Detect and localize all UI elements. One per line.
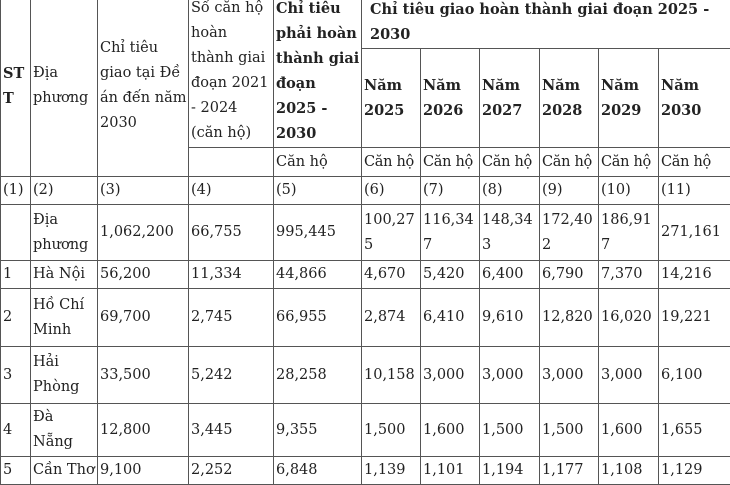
header-year-2025: Năm 2025 — [362, 49, 421, 148]
row-cell: 6,848 — [274, 457, 362, 485]
index-cell: (6) — [362, 177, 421, 205]
row-cell: 3,000 — [540, 347, 599, 404]
row-cell: 5,420 — [421, 261, 480, 289]
row-locality: Đà Nẵng — [31, 404, 98, 457]
index-row — [1, 177, 730, 205]
total-cell: 116,347 — [421, 205, 480, 261]
unit-2026: Căn hộ — [421, 148, 480, 177]
row-cell: 2,874 — [362, 289, 421, 347]
index-cell: (10) — [599, 177, 659, 205]
row-cell: 9,100 — [98, 457, 189, 485]
row-cell: 33,500 — [98, 347, 189, 404]
unit-col4 — [189, 148, 274, 177]
unit-2028: Căn hộ — [540, 148, 599, 177]
row-cell: 1,600 — [599, 404, 659, 457]
row-cell: 14,216 — [659, 261, 730, 289]
header-year-2026: Năm 2026 — [421, 49, 480, 148]
row-cell: 1,139 — [362, 457, 421, 485]
row-cell: 2 — [1, 289, 31, 347]
row-cell: 12,800 — [98, 404, 189, 457]
index-cell: (7) — [421, 177, 480, 205]
header-col5: Chỉ tiêu phải hoàn thành giai đoạn 2025 - 2030 — [274, 0, 362, 148]
unit-2030: Căn hộ — [659, 148, 730, 177]
unit-2029: Căn hộ — [599, 148, 659, 177]
row-cell: 2,252 — [189, 457, 274, 485]
header-year-2027: Năm 2027 — [480, 49, 540, 148]
row-locality: Hải Phòng — [31, 347, 98, 404]
row-cell: 1,500 — [362, 404, 421, 457]
row-cell: 3,000 — [421, 347, 480, 404]
total-cell: 66,755 — [189, 205, 274, 261]
row-cell: 4 — [1, 404, 31, 457]
row-cell: 1,101 — [421, 457, 480, 485]
row-cell: 1,600 — [421, 404, 480, 457]
table-row — [1, 404, 730, 457]
header-year-2030: Năm 2030 — [659, 49, 730, 148]
row-cell: 19,221 — [659, 289, 730, 347]
row-cell: 6,400 — [480, 261, 540, 289]
total-cell: 995,445 — [274, 205, 362, 261]
total-row — [1, 205, 730, 261]
row-cell: 1,194 — [480, 457, 540, 485]
row-cell: 69,700 — [98, 289, 189, 347]
header-year-2028: Năm 2028 — [540, 49, 599, 148]
index-cell: (4) — [189, 177, 274, 205]
header-year-2029: Năm 2029 — [599, 49, 659, 148]
row-cell: 2,745 — [189, 289, 274, 347]
index-cell: (9) — [540, 177, 599, 205]
row-cell: 56,200 — [98, 261, 189, 289]
row-cell: 4,670 — [362, 261, 421, 289]
header-group: Chỉ tiêu giao hoàn thành giai đoạn 2025 - 2030 — [362, 0, 730, 49]
row-cell: 3,000 — [480, 347, 540, 404]
index-cell: (1) — [1, 177, 31, 205]
header-locality: Địa phương — [31, 0, 98, 177]
table-row — [1, 457, 730, 485]
row-locality: Hà Nội — [31, 261, 98, 289]
table-row — [1, 261, 730, 289]
row-cell: 3,445 — [189, 404, 274, 457]
header-row-1 — [1, 0, 730, 49]
row-cell: 1,129 — [659, 457, 730, 485]
row-cell: 12,820 — [540, 289, 599, 347]
header-col4: Số căn hộ hoàn thành giai đoạn 2021 - 2024 (căn hộ) — [189, 0, 274, 148]
row-cell: 11,334 — [189, 261, 274, 289]
row-cell: 3,000 — [599, 347, 659, 404]
index-cell: (3) — [98, 177, 189, 205]
header-stt: STT — [1, 0, 31, 177]
total-cell: 1,062,200 — [98, 205, 189, 261]
total-cell: 148,343 — [480, 205, 540, 261]
row-cell: 1,500 — [480, 404, 540, 457]
row-cell: 7,370 — [599, 261, 659, 289]
row-cell: 10,158 — [362, 347, 421, 404]
row-cell: 1,177 — [540, 457, 599, 485]
row-cell: 6,410 — [421, 289, 480, 347]
index-cell: (5) — [274, 177, 362, 205]
row-cell: 16,020 — [599, 289, 659, 347]
table-row — [1, 289, 730, 347]
row-cell: 6,100 — [659, 347, 730, 404]
table-row — [1, 347, 730, 404]
index-cell: (11) — [659, 177, 730, 205]
unit-2025: Căn hộ — [362, 148, 421, 177]
row-cell: 3 — [1, 347, 31, 404]
total-cell — [1, 205, 31, 261]
total-cell: 186,917 — [599, 205, 659, 261]
total-cell: 172,402 — [540, 205, 599, 261]
row-cell: 66,955 — [274, 289, 362, 347]
row-cell: 44,866 — [274, 261, 362, 289]
header-col3: Chỉ tiêu giao tại Đề án đến năm 2030 — [98, 0, 189, 177]
row-cell: 9,355 — [274, 404, 362, 457]
row-cell: 5,242 — [189, 347, 274, 404]
row-cell: 1 — [1, 261, 31, 289]
total-cell: 100,275 — [362, 205, 421, 261]
row-cell: 1,108 — [599, 457, 659, 485]
row-cell: 9,610 — [480, 289, 540, 347]
total-cell: 271,161 — [659, 205, 730, 261]
row-cell: 1,655 — [659, 404, 730, 457]
total-label: Địa phương — [31, 205, 98, 261]
row-cell: 6,790 — [540, 261, 599, 289]
row-locality: Cần Thơ — [31, 457, 98, 485]
row-cell: 28,258 — [274, 347, 362, 404]
row-locality: Hồ Chí Minh — [31, 289, 98, 347]
unit-col5: Căn hộ — [274, 148, 362, 177]
index-cell: (8) — [480, 177, 540, 205]
index-cell: (2) — [31, 177, 98, 205]
row-cell: 1,500 — [540, 404, 599, 457]
row-cell: 5 — [1, 457, 31, 485]
unit-2027: Căn hộ — [480, 148, 540, 177]
